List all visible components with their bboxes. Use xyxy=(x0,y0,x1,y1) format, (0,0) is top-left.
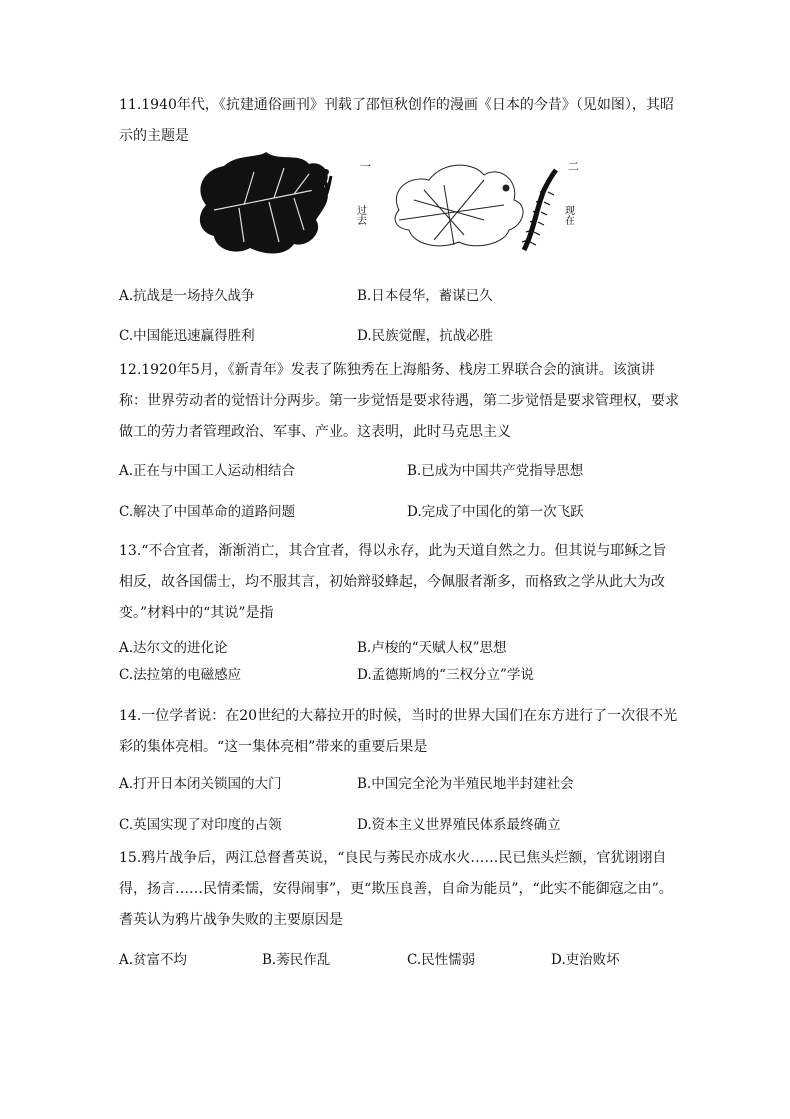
q13-option-a: A.达尔文的进化论 xyxy=(119,640,228,656)
q15-option-a: A.贫富不均 xyxy=(119,952,188,968)
q11-option-c: C.中国能迅速赢得胜利 xyxy=(119,328,255,344)
q14-option-a: A.打开日本闭关锁国的大门 xyxy=(119,776,282,792)
q15-option-c: C.民性懦弱 xyxy=(407,952,476,968)
q14-option-c: C.英国实现了对印度的占领 xyxy=(119,817,282,833)
q12-option-a: A.正在与中国工人运动相结合 xyxy=(119,463,296,479)
q13-option-b: B.卢梭的“天赋人权”思想 xyxy=(357,640,507,656)
q14-option-b: B.中国完全沦为半殖民地半封建社会 xyxy=(357,776,574,792)
q13-option-c: C.法拉第的电磁感应 xyxy=(119,667,242,683)
q11-option-d: D.民族觉醒，抗战必胜 xyxy=(357,328,494,344)
q13-option-d: D.孟德斯鸠的“三权分立”学说 xyxy=(357,667,534,683)
past-number: 一 xyxy=(360,160,371,173)
q12-option-c: C.解决了中国革命的道路问题 xyxy=(119,504,296,520)
q11-option-a: A.抗战是一场持久战争 xyxy=(119,288,255,304)
centipede-icon xyxy=(522,170,556,250)
leaf-icon xyxy=(200,152,328,254)
q12-option-b: B.已成为中国共产党指导思想 xyxy=(407,463,584,479)
past-label: 过去 xyxy=(354,205,366,225)
q15-option-d: D.吏治败坏 xyxy=(551,952,620,968)
question-13-stem: 13.“不合宜者，渐渐消亡，其合宜者，得以永存，此为天道自然之力。但其说与耶稣之旨相反，故各国儒士，均不服其言，初始辩驳蜂起，今佩服者渐多，而格致之学从此大为改变。”材料中的“其说”是指 xyxy=(119,543,667,621)
q11-option-b: B.日本侵华，蓄谋已久 xyxy=(357,288,493,304)
present-label: 现在 xyxy=(562,205,574,225)
question-11-stem: 11.1940年代，《抗建通俗画刊》刊载了邵恒秋创作的漫画《日本的今昔》（见如图），其昭示的主题是 xyxy=(119,97,674,144)
bird-icon xyxy=(395,165,523,246)
question-14-stem: 14.一位学者说：在20世纪的大幕拉开的时候，当时的世界大国们在东方进行了一次很不光彩的集体亮相。“这一集体亮相”带来的重要后果是 xyxy=(119,708,678,755)
q14-option-d: D.资本主义世界殖民体系最终确立 xyxy=(357,817,561,833)
q12-option-d: D.完成了中国化的第一次飞跃 xyxy=(407,504,584,520)
cartoon-illustration xyxy=(184,150,584,262)
present-number: 二 xyxy=(568,160,579,173)
question-12-stem: 12.1920年5月，《新青年》发表了陈独秀在上海船务、栈房工界联合会的演讲。该演讲称：世界劳动者的觉悟计分两步。第一步觉悟是要求待遇，第二步觉悟是要求管理权，要求做工的劳力者管理政治、军事、产业。这表明，此时马克思主义 xyxy=(119,362,679,440)
q15-option-b: B.莠民作乱 xyxy=(262,952,331,968)
question-15-stem: 15.鸦片战争后，两江总督耆英说，“良民与莠民亦成水火……民已焦头烂额，官犹诩诩自得，扬言……民情柔懦，安得闹事”，更“欺压良善，自命为能员”，“此实不能御寇之由”。耆英认为鸦片战争失败的主要原因是 xyxy=(119,850,673,928)
